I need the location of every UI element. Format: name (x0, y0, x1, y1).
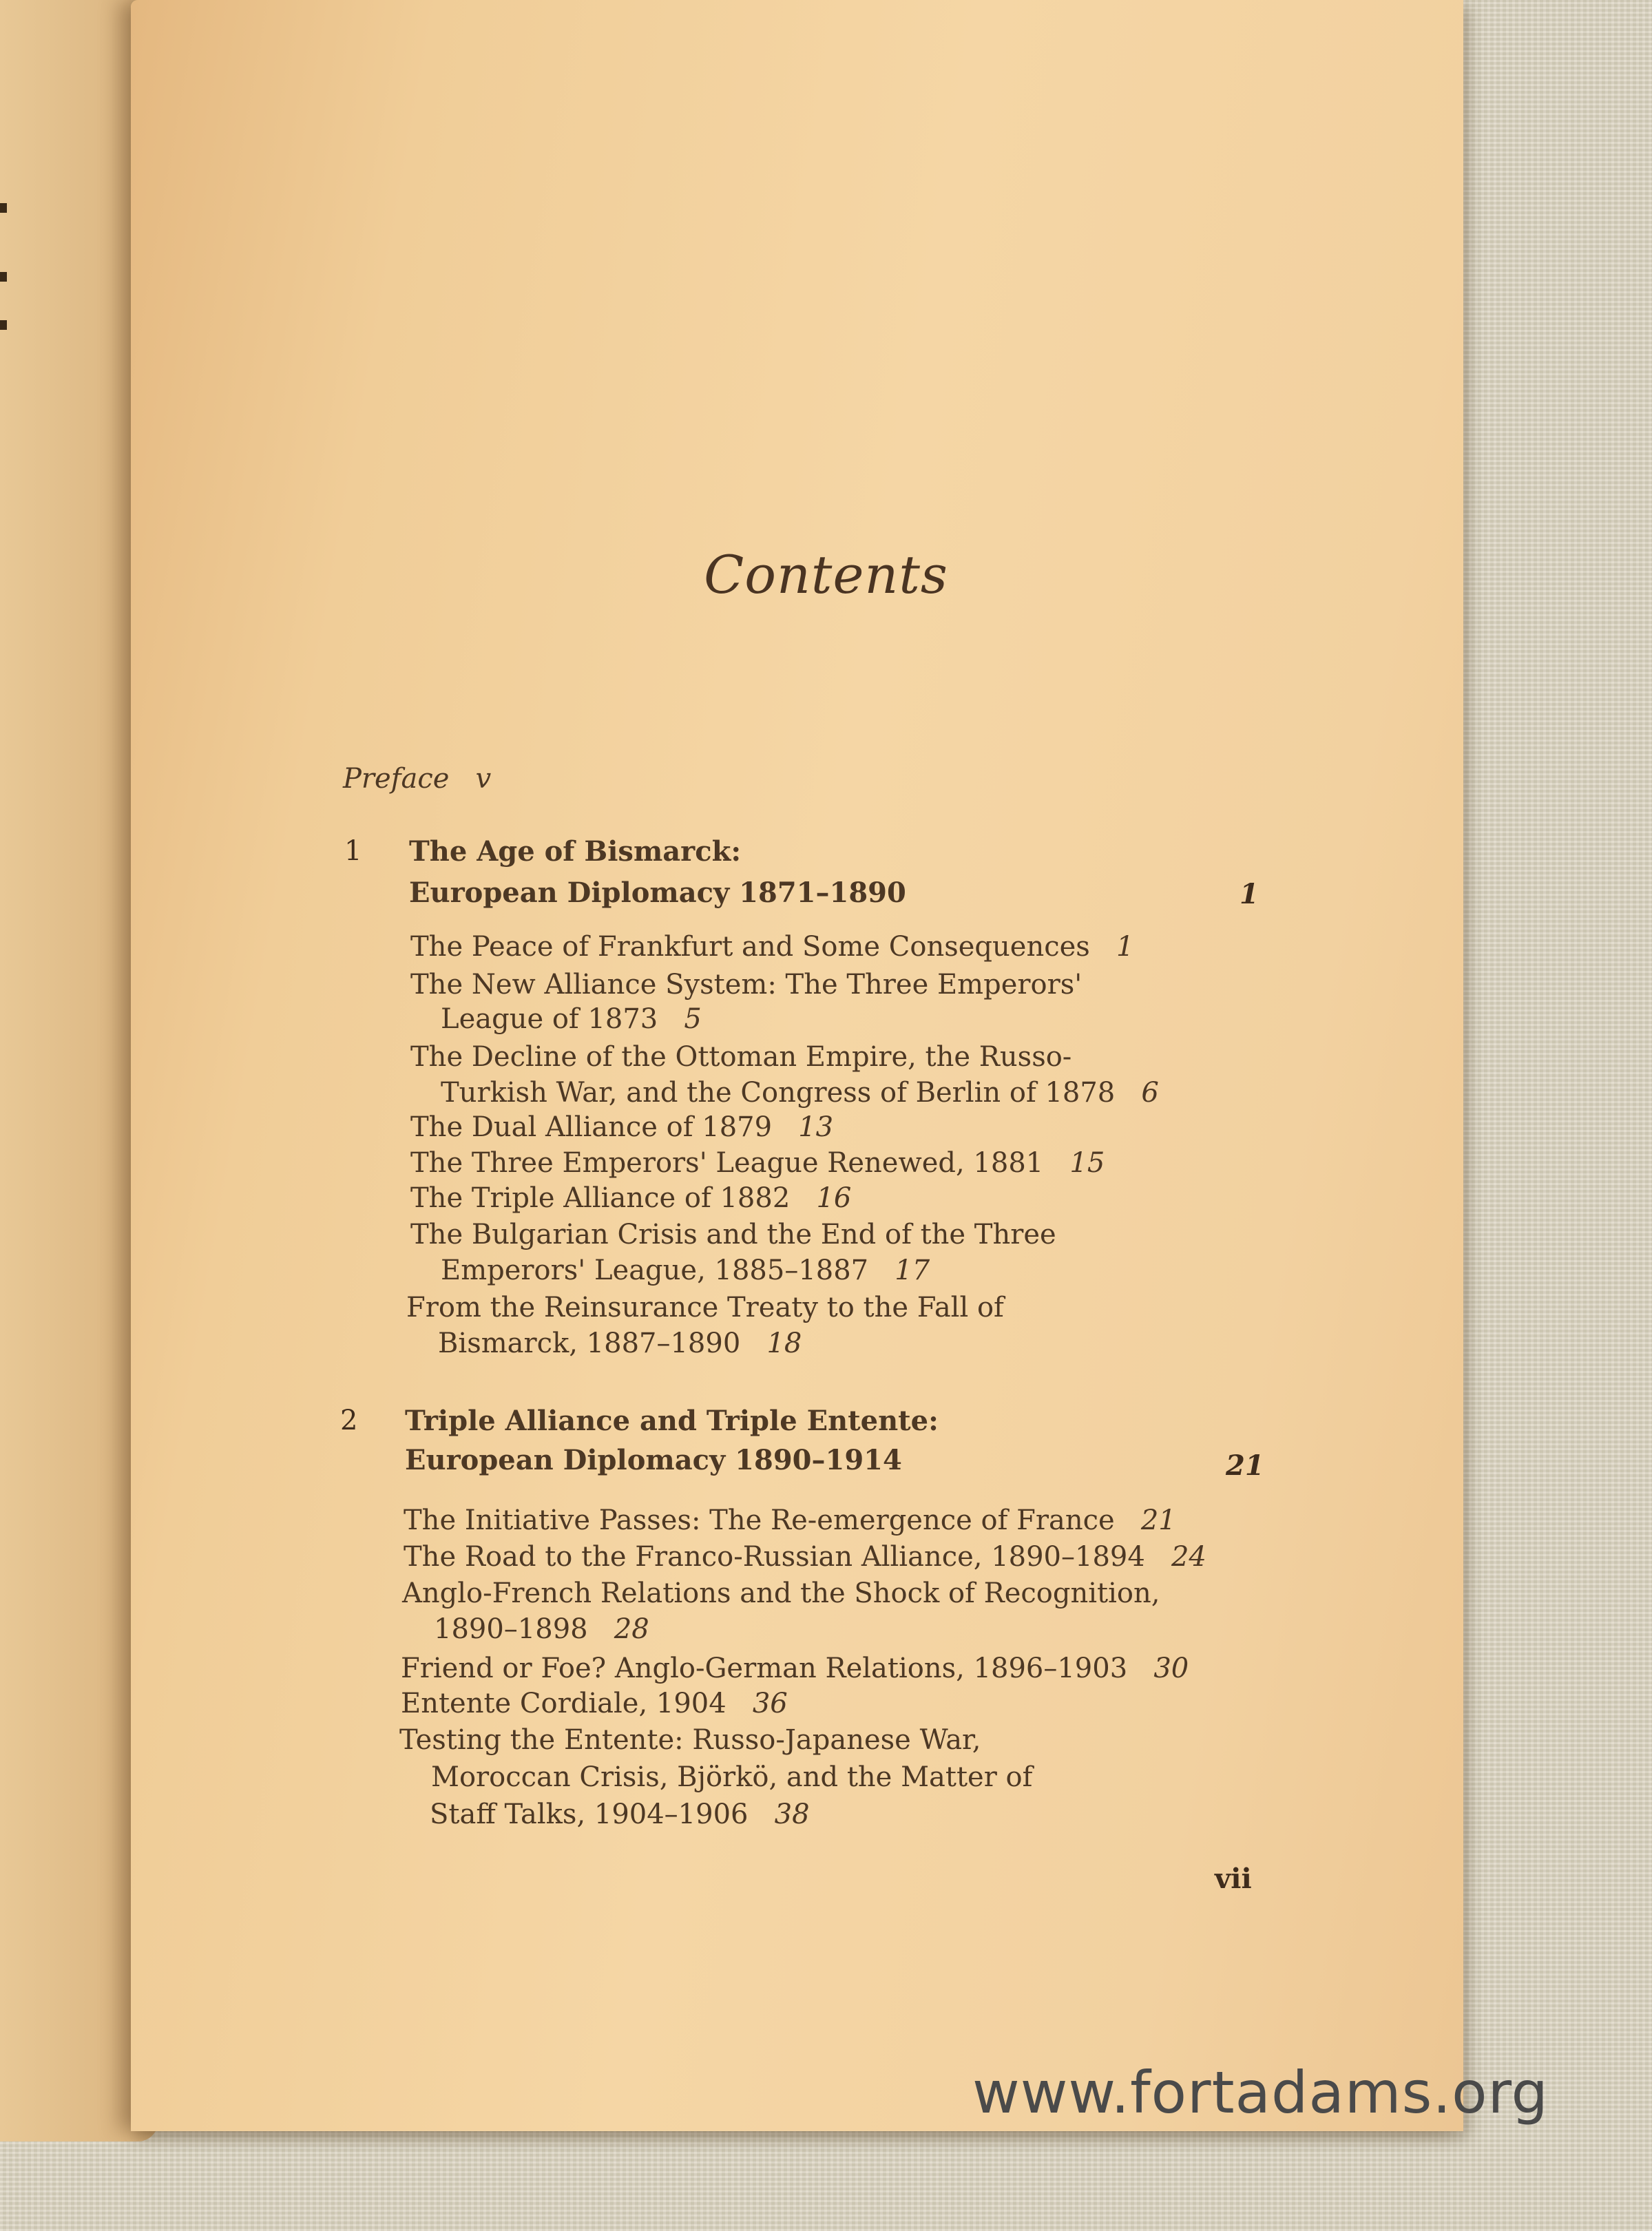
chapter-page: 1 (1240, 878, 1259, 910)
section-page: 16 (816, 1182, 852, 1214)
section-page: 17 (895, 1255, 930, 1286)
section-entry (404, 1505, 1176, 1536)
preface-entry (343, 763, 491, 795)
section-line: Turkish War, and the Congress of Berlin of 1878 (441, 1077, 1116, 1109)
section-entry (404, 1541, 1206, 1573)
section-line: Emperors' League, 1885–1887 (441, 1255, 869, 1286)
preface-label: Preface (343, 763, 450, 795)
section-line: Bismarck, 1887–1890 (438, 1328, 741, 1359)
section-line: Friend or Foe? Anglo-German Relations, 1896–1903 (401, 1653, 1128, 1684)
section-line: Staff Talks, 1904–1906 (430, 1799, 749, 1830)
section-line: From the Reinsurance Treaty to the Fall of (406, 1292, 1004, 1323)
section-page: 28 (614, 1613, 649, 1645)
section-line: The Bulgarian Crisis and the End of the Three (410, 1219, 1056, 1250)
chapter-page: 21 (1226, 1449, 1264, 1482)
section-entry (410, 931, 1133, 963)
section-page: 15 (1069, 1147, 1105, 1179)
section-entry (410, 1182, 851, 1214)
section-entry (441, 1077, 1159, 1109)
section-entry (401, 1688, 788, 1719)
section-entry (410, 1147, 1105, 1179)
chapter-title-line: Triple Alliance and Triple Entente: (405, 1405, 939, 1437)
section-entry (410, 1111, 833, 1143)
section-entry (441, 1255, 930, 1286)
chapter-title-line: The Age of Bismarck: (409, 835, 742, 868)
chapter-title-line: European Diplomacy 1871–1890 (409, 877, 906, 909)
section-entry (438, 1328, 802, 1359)
ink-mark (0, 320, 7, 330)
section-line: The Peace of Frankfurt and Some Consequences (410, 931, 1090, 963)
section-page: 13 (798, 1111, 834, 1143)
section-line: League of 1873 (441, 1003, 658, 1035)
section-line: The New Alliance System: The Three Emperors' (410, 969, 1083, 1001)
section-line: The Triple Alliance of 1882 (410, 1182, 791, 1214)
section-page: 5 (684, 1003, 702, 1035)
section-line: The Three Emperors' League Renewed, 1881 (410, 1147, 1044, 1179)
section-line: The Dual Alliance of 1879 (410, 1111, 773, 1143)
section-page: 21 (1140, 1505, 1176, 1536)
section-page: 38 (774, 1799, 810, 1830)
ink-mark (0, 272, 7, 282)
section-page: 1 (1116, 931, 1134, 963)
page-folio: vii (1215, 1863, 1252, 1895)
section-line: Testing the Entente: Russo-Japanese War, (399, 1724, 981, 1756)
section-line: The Road to the Franco-Russian Alliance, 1890–1894 (404, 1541, 1145, 1573)
section-entry (441, 1003, 702, 1035)
page-title: Contents (704, 544, 948, 605)
section-page: 24 (1171, 1541, 1206, 1573)
chapter-number: 1 (344, 835, 362, 867)
section-page: 36 (752, 1688, 788, 1719)
section-line: Moroccan Crisis, Björkö, and the Matter of (431, 1761, 1033, 1793)
section-page: 18 (766, 1328, 802, 1359)
section-page: 6 (1141, 1077, 1159, 1109)
section-line: Anglo-French Relations and the Shock of Recognition, (402, 1578, 1160, 1609)
chapter-number: 2 (340, 1405, 358, 1436)
section-page: 30 (1153, 1653, 1189, 1684)
section-line: The Decline of the Ottoman Empire, the Russo- (410, 1041, 1072, 1073)
watermark: www.fortadams.org (972, 2059, 1549, 2126)
chapter-title-line: European Diplomacy 1890–1914 (405, 1444, 902, 1476)
preface-page: v (475, 763, 492, 795)
section-line: Entente Cordiale, 1904 (401, 1688, 726, 1719)
ink-mark (0, 203, 7, 213)
section-entry (434, 1613, 649, 1645)
section-line: 1890–1898 (434, 1613, 588, 1645)
section-line: The Initiative Passes: The Re-emergence of France (404, 1505, 1115, 1536)
section-entry (430, 1799, 810, 1830)
section-entry (401, 1653, 1189, 1684)
